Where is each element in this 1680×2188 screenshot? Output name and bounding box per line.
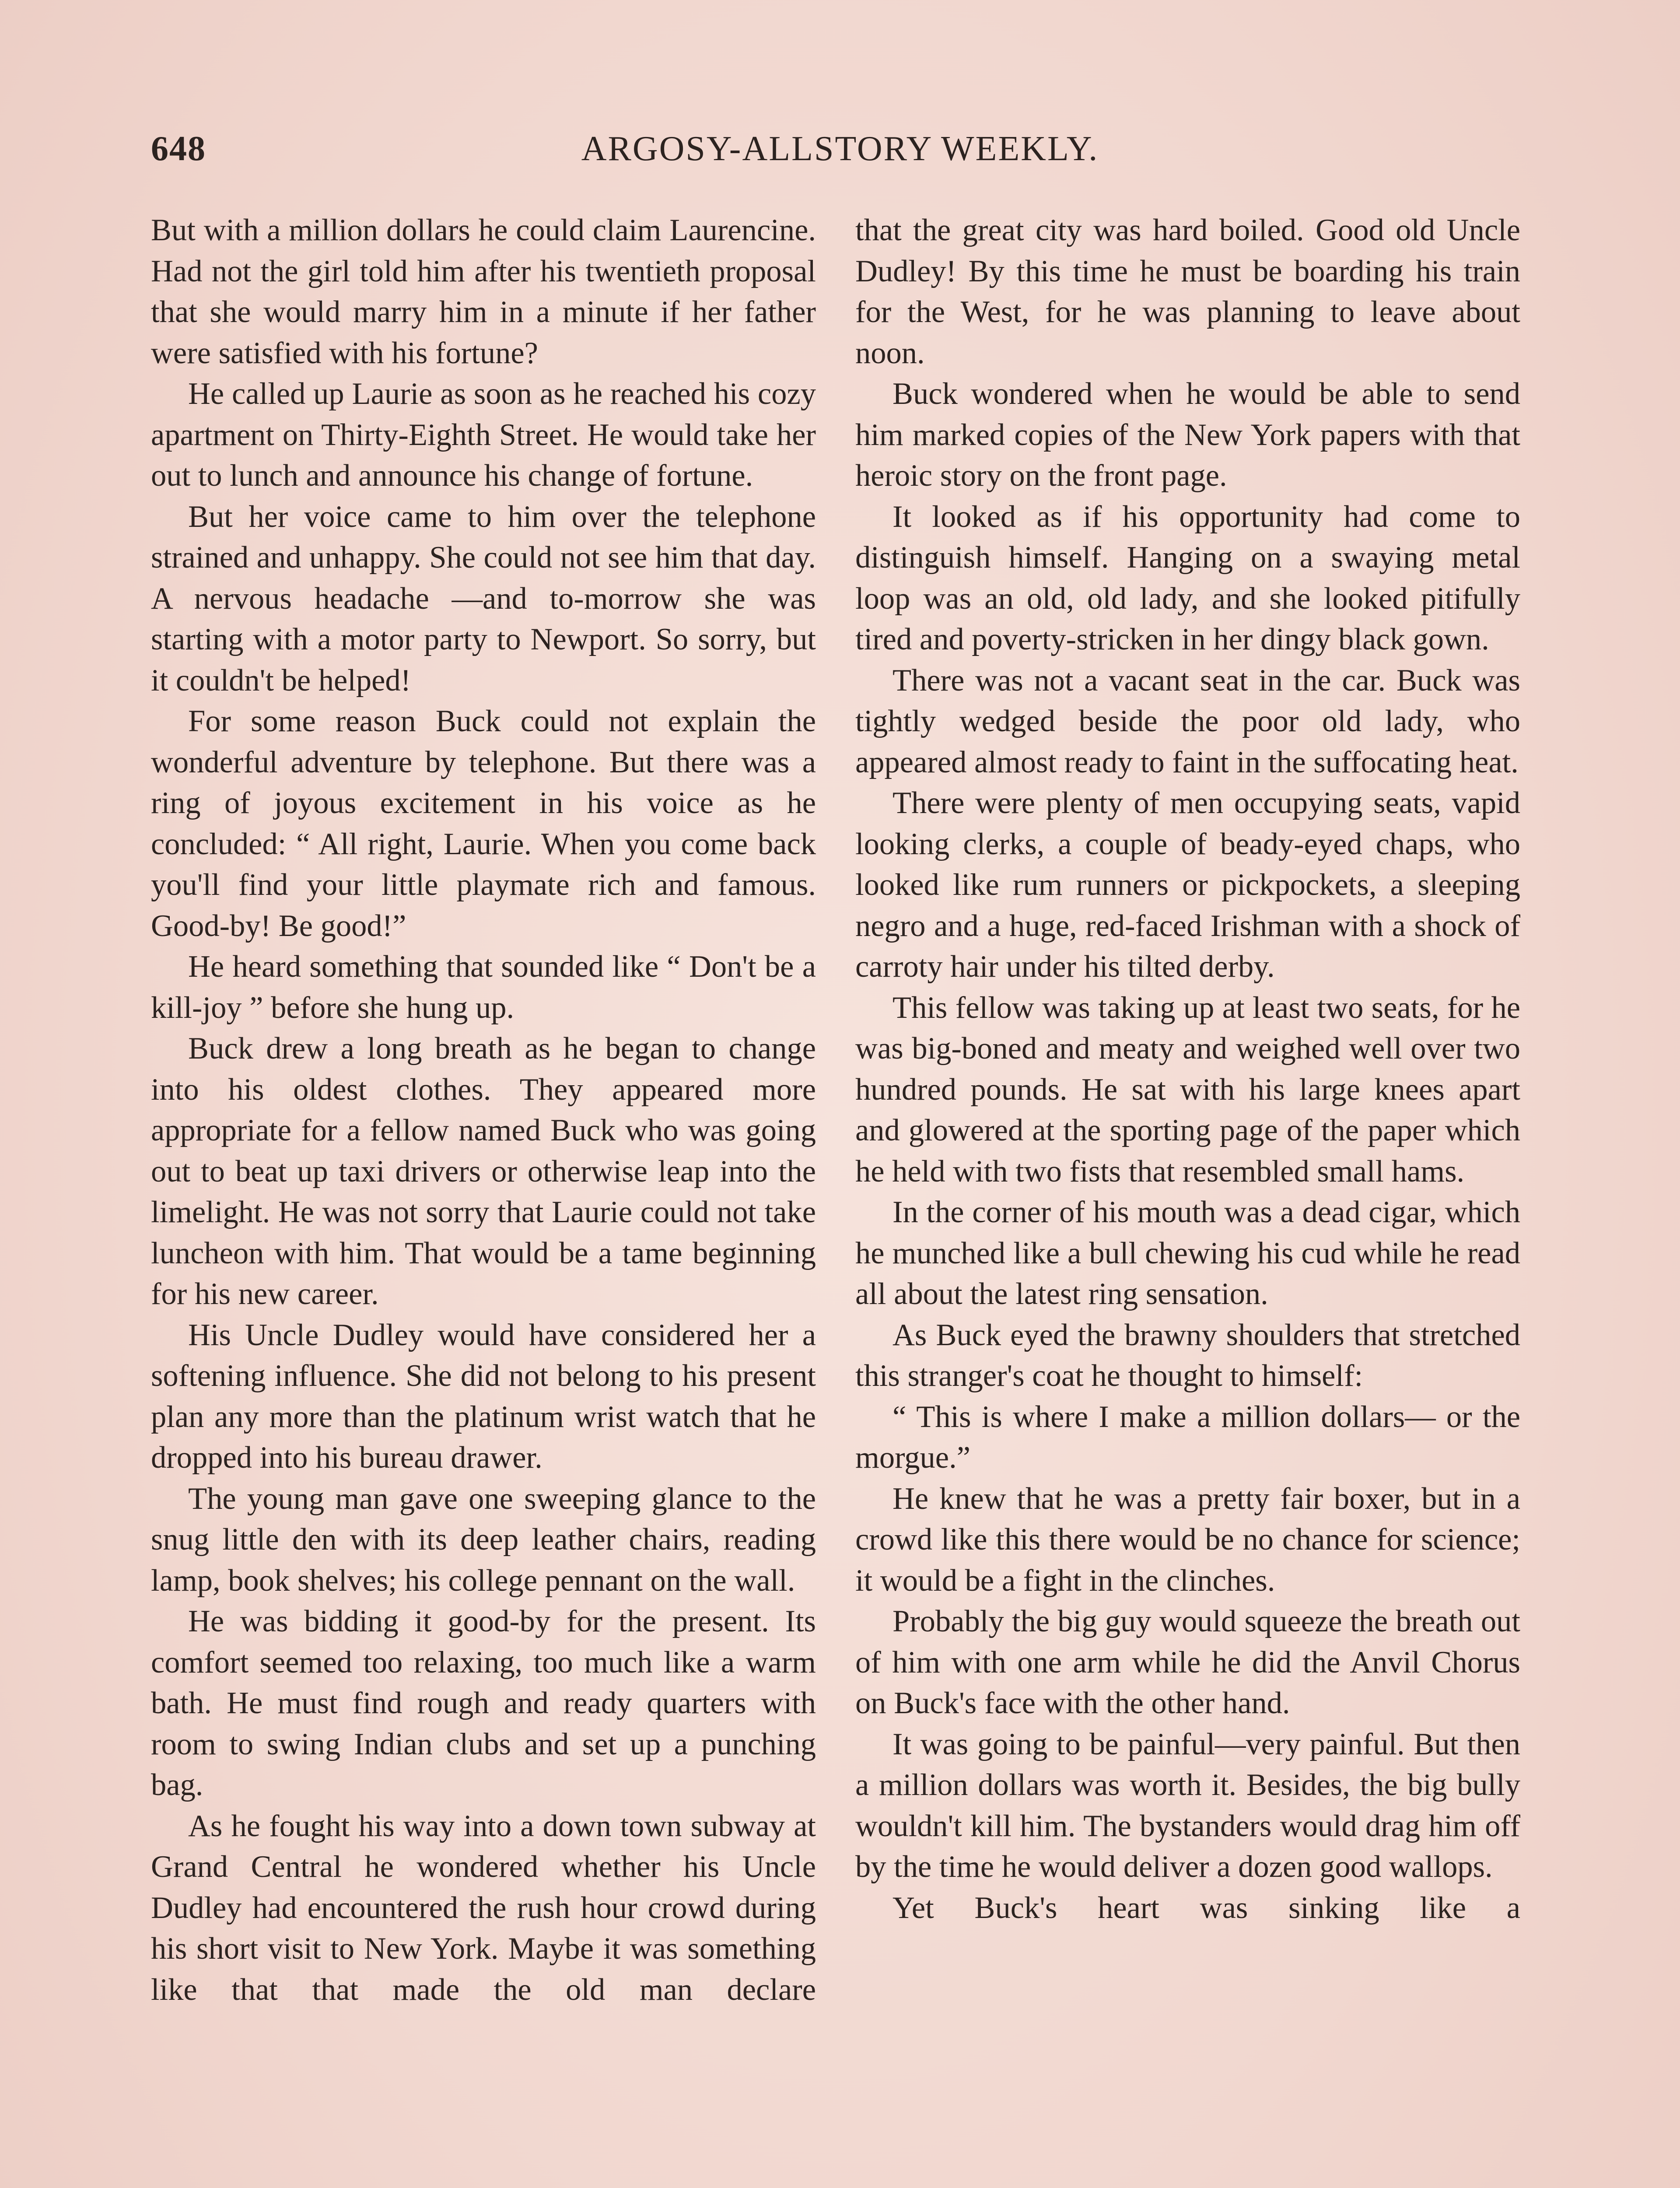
paragraph: It was going to be painful—very painful. But then a million dollars was worth it. Besides, the big bully wouldn't kill him. The bystanders would drag him off by the time he would deliver a dozen good wallops. (855, 1727, 1520, 1884)
paragraph: He knew that he was a pretty fair boxer, but in a crowd like this there would be no chance for science; it would be a fight in the clinches. (855, 1481, 1520, 1598)
paragraph: As he fought his way into a down town subway at Grand Central he wondered whether his Uncle Dudley had encountered the rush hour crowd during his short visit to New York. Maybe it was something like that that made the old man declare (151, 1809, 816, 2007)
paragraph: But her voice came to him over the telephone strained and unhappy. She could not see him that day. A nervous headache —and to-morrow she was starting with a motor party to Newport. So sorry, but it couldn't be helped! (151, 499, 816, 698)
paragraph: But with a million dollars he could claim Laurencine. Had not the girl told him after his twentieth proposal that she would marry him in a minute if her father were satisfied with his fortune? (151, 213, 816, 370)
paragraph: Probably the big guy would squeeze the breath out of him with one arm while he did the Anvil Chorus on Buck's face with the other hand. (855, 1604, 1520, 1720)
page-header (151, 129, 1529, 182)
left-column (151, 210, 816, 2010)
paragraph: He heard something that sounded like “ Don't be a kill-joy ” before she hung up. (151, 950, 816, 1025)
paragraph: Yet Buck's heart was sinking like a (892, 1890, 1520, 1925)
paragraph: As Buck eyed the brawny shoulders that stretched this stranger's coat he thought to himself: (855, 1318, 1520, 1393)
paragraph: There was not a vacant seat in the car. Buck was tightly wedged beside the poor old lady, who appeared almost ready to faint in the suffocating heat. (855, 663, 1520, 779)
right-column (855, 210, 1520, 1929)
paragraph: It looked as if his opportunity had come to distinguish himself. Hanging on a swaying metal loop was an old, old lady, and she looked pitifully tired and poverty-stricken in her dingy black gown. (855, 499, 1520, 656)
paragraph: that the great city was hard boiled. Good old Uncle Dudley! By this time he must be boarding his train for the West, for he was planning to leave about noon. (855, 213, 1520, 370)
paragraph: Buck wondered when he would be able to send him marked copies of the New York papers with that heroic story on the front page. (855, 377, 1520, 493)
paragraph: For some reason Buck could not explain the wonderful adventure by telephone. But there was a ring of joyous excitement in his voice as he concluded: “ All right, Laurie. When you come back you'll find your little playmate rich and famous. Good-by! Be good!” (151, 704, 816, 943)
paragraph: His Uncle Dudley would have considered her a softening influence. She did not belong to his present plan any more than the platinum wrist watch that he dropped into his bureau drawer. (151, 1318, 816, 1475)
paragraph: There were plenty of men occupying seats, vapid looking clerks, a couple of beady-eyed chaps, who looked like rum runners or pickpockets, a sleeping negro and a huge, red-faced Irishman with a shock of carroty hair under his tilted derby. (855, 786, 1520, 984)
running-title: ARGOSY-ALLSTORY WEEKLY. (581, 130, 1099, 168)
paragraph: He was bidding it good-by for the present. Its comfort seemed too relaxing, too much like a warm bath. He must find rough and ready quarters with room to swing Indian clubs and set up a punching bag. (151, 1604, 816, 1802)
paragraph: He called up Laurie as soon as he reached his cozy apartment on Thirty-Eighth Street. He would take her out to lunch and announce his change of fortune. (151, 377, 816, 493)
paragraph: In the corner of his mouth was a dead cigar, which he munched like a bull chewing his cud while he read all about the latest ring sensation. (855, 1195, 1520, 1311)
paragraph: “ This is where I make a million dollars— or the morgue.” (855, 1399, 1520, 1475)
page-number: 648 (151, 130, 206, 168)
paragraph: This fellow was taking up at least two seats, for he was big-boned and meaty and weighed well over two hundred pounds. He sat with his large knees apart and glowered at the sporting page of the paper which he held with two fists that resembled small hams. (855, 990, 1520, 1189)
paragraph: The young man gave one sweeping glance to the snug little den with its deep leather chairs, reading lamp, book shelves; his college pennant on the wall. (151, 1481, 816, 1598)
paragraph: Buck drew a long breath as he began to change into his oldest clothes. They appeared more appropriate for a fellow named Buck who was going out to beat up taxi drivers or otherwise leap into the limelight. He was not sorry that Laurie could not take luncheon with him. That would be a tame beginning for his new career. (151, 1031, 816, 1311)
